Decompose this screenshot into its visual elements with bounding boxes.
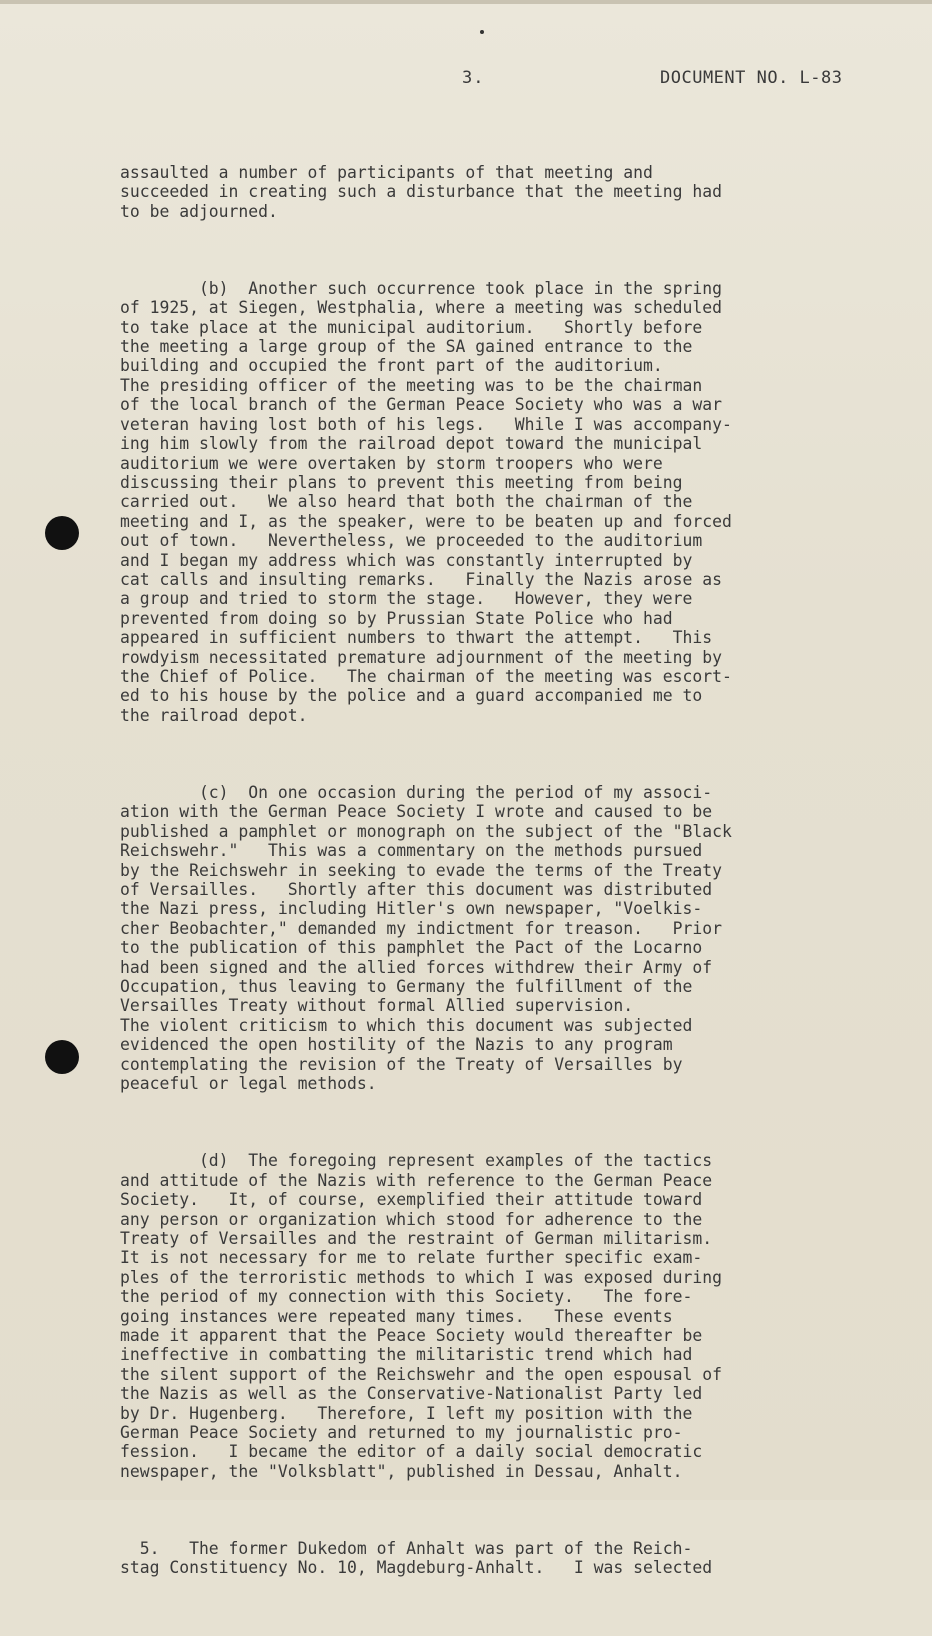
page-number: 3. [462, 68, 485, 88]
paragraph-c: (c) On one occasion during the period of my associ- ation with the German Peace Society I wrote and caused to be published a pamphlet or monograph on the subject of the "Black Reichswehr." This was a commentary on the methods pursued by the Reichswehr in seeking to evade the terms of the Treaty of Versailles. Shortly after this document was distributed the Nazi press, including Hitler's own newspaper, "Voelkis- cher Beobachter," demanded my indictment for treason. Prior to the publication of this pamphlet the Pact of the Locarno had been signed and the allied forces withdrew their Army of Occupation, thus leaving to Germany the fulfillment of the Versailles Treaty without formal Allied supervision. The violent criticism to which this document was subjected evidenced the open hostility of the Nazis to any program contemplating the revision of the Treaty of Versailles by peaceful or legal methods. [120, 783, 732, 1094]
paragraph-continuation: assaulted a number of participants of that meeting and succeeded in creating such a disturbance that the meeting had to be adjourned. [120, 162, 722, 221]
paragraph-d: (d) The foregoing represent examples of the tactics and attitude of the Nazis with reference to the German Peace Society. It, of course, exemplified their attitude toward any person or organization which stood for adherence to the Treaty of Versailles and the restraint of German militarism. It is not necessary for me to relate further specific exam- ples of the terroristic methods to which I was exposed during the period of my connection with this Society. The fore- going instances were repeated many times. These events made it apparent that the Peace Society would thereafter be ineffective in combatting the militaristic trend which had the silent support of the Reichswehr and the open espousal of the Nazis as well as the Conservative-Nationalist Party led by Dr. Hugenberg. Therefore, I left my position with the German Peace Society and returned to my journalistic pro- fession. I became the editor of a daily social democratic newspaper, the "Volksblatt", published in Dessau, Anhalt. [120, 1151, 722, 1481]
page-top-edge [0, 0, 932, 4]
punch-hole-upper [45, 516, 79, 550]
paragraph-b: (b) Another such occurrence took place in the spring of 1925, at Siegen, Westphalia, where a meeting was scheduled to take place at the municipal auditorium. Shortly before the meeting a large group of the SA gained entrance to the building and occupied the front part of the auditorium. The presiding officer of the meeting was to be the chairman of the local branch of the German Peace Society who was a war veteran having lost both of his legs. While I was accompany- ing him slowly from the railroad depot toward the municipal auditorium we were overtaken by storm troopers who were discussing their plans to prevent this meeting from being carried out. We also heard that both the chairman of the meeting and I, as the speaker, were to be beaten up and forced out of town. Nevertheless, we proceeded to the auditorium and I began my address which was constantly interrupted by cat calls and insulting remarks. Finally the Nazis arose as a group and tried to storm the stage. However, they were prevented from doing so by Prussian State Police who had appeared in sufficient numbers to thwart the attempt. This rowdyism necessitated premature adjournment of the meeting by the Chief of Police. The chairman of the meeting was escort- ed to his house by the police and a guard accompanied me to the railroad depot. [120, 278, 732, 725]
paragraph-5: 5. The former Dukedom of Anhalt was part of the Reich- stag Constituency No. 10, Magdeburg-Anhalt. I was selected [120, 1539, 713, 1578]
page-header [0, 68, 932, 98]
document-body [120, 124, 860, 1636]
punch-hole-lower [45, 1040, 79, 1074]
paper-speck [480, 30, 484, 34]
document-number: DOCUMENT NO. L-83 [660, 68, 843, 88]
